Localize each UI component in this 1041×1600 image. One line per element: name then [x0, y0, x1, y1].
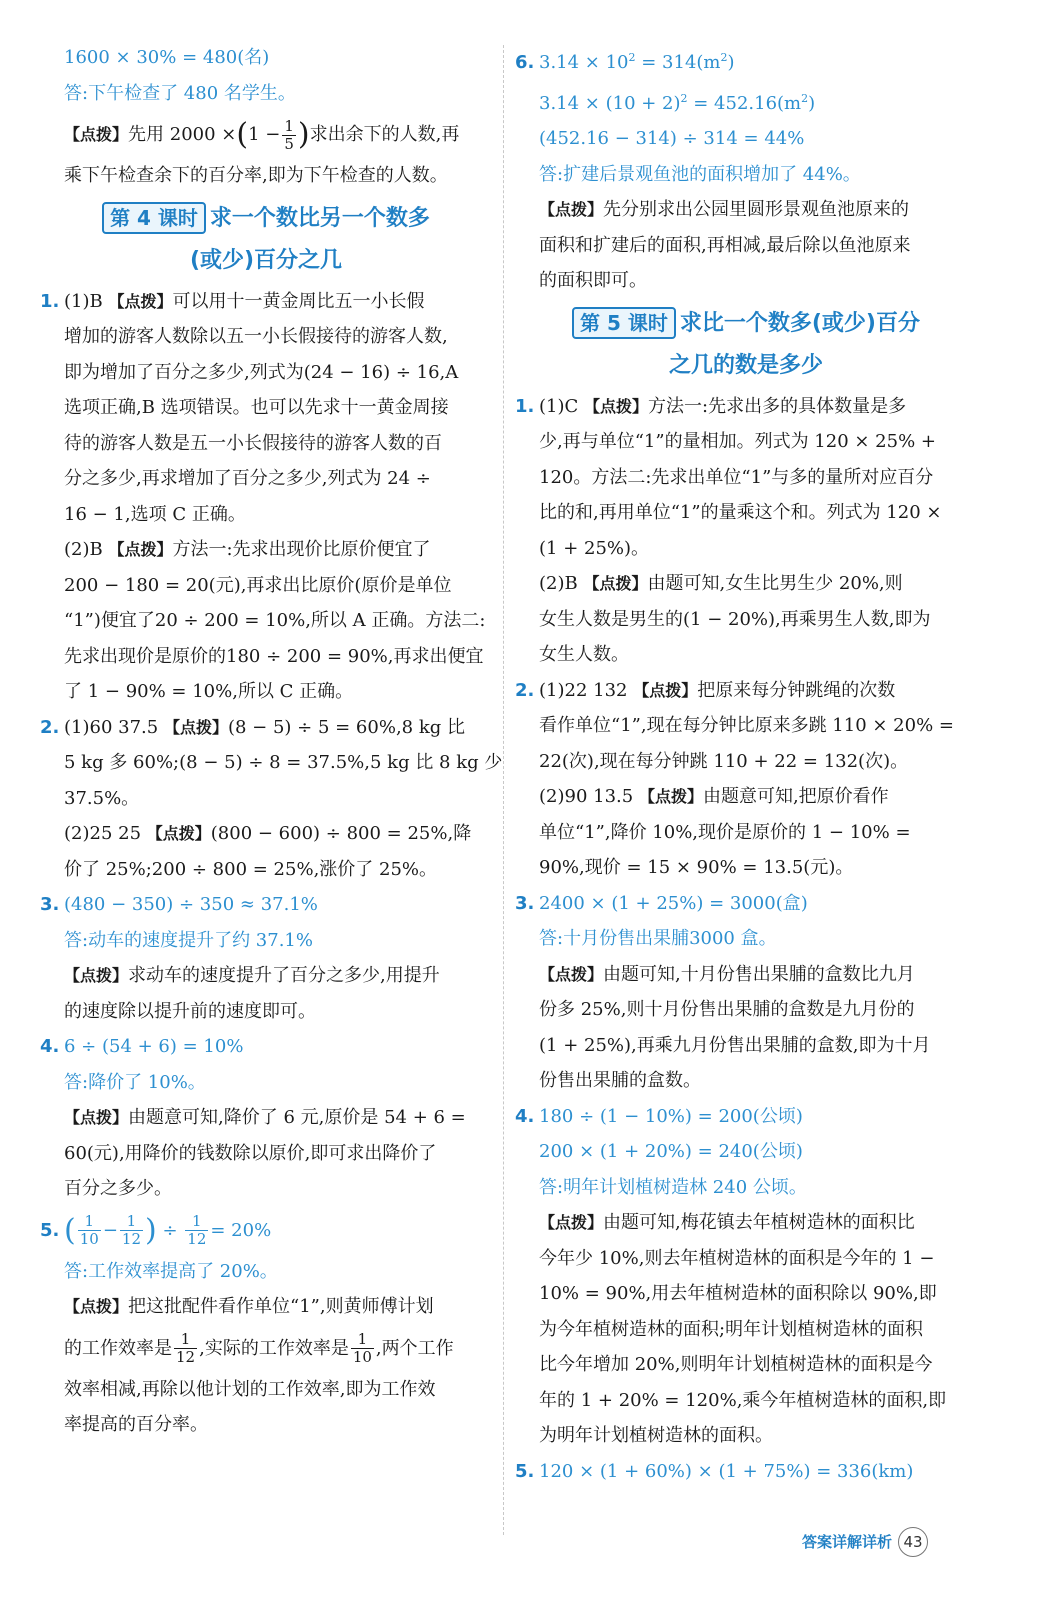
list-item — [515, 673, 977, 709]
text-line: 90%,现价 = 15 × 90% = 13.5(元)。 — [539, 857, 854, 878]
text-line: 待的游客人数是五一小长假接待的游客人数的百 — [64, 432, 442, 454]
text-line: 看作单位“1”,现在每分钟比原来多跳 110 × 20% = — [539, 715, 954, 736]
calc-line: 1600 × 30% = 480(名) — [64, 47, 270, 68]
calc-part: 3.14 × (10 + 2) — [539, 92, 681, 114]
tip-line — [40, 958, 492, 994]
calc-line: 180 ÷ (1 − 10%) = 200(公顷) — [539, 1105, 803, 1127]
text-line: 为今年植树造林的面积;明年计划植树造林的面积 — [539, 1318, 924, 1340]
paren-close: ) — [145, 1212, 157, 1248]
tip-text: 求动车的速度提升了百分之多少,用提升 — [128, 965, 440, 986]
calc-line: 120 × (1 + 60%) × (1 + 75%) = 336(km) — [539, 1460, 914, 1482]
tip-text: 方法一:先求出多的具体数量是多 — [648, 395, 907, 417]
footer-label: 答案详解详析 — [802, 1533, 893, 1551]
calc-line: 200 × (1 + 20%) = 240(公顷) — [539, 1141, 803, 1162]
right-column — [515, 40, 977, 1489]
text-line: 先求出现价是原价的180 ÷ 200 = 90%,再求出便宜 — [64, 645, 484, 667]
fraction — [282, 118, 296, 153]
list-item — [40, 284, 492, 320]
text-line: 单位“1”,降价 10%,现价是原价的 1 − 10% = — [539, 821, 911, 843]
tip-text: 可以用十一黄金周比五一小长假 — [172, 290, 425, 312]
fraction — [174, 1331, 197, 1366]
calc-part: ) — [727, 52, 735, 73]
tip-label: 【点拨】 — [163, 717, 228, 737]
tip-text: 由题意可知,把原价看作 — [702, 786, 889, 807]
tip-line — [40, 1100, 492, 1136]
tip-line — [515, 1205, 977, 1241]
text-line: 面积和扩建后的面积,再相减,最后除以鱼池原来 — [539, 234, 911, 256]
tip-label: 【点拨】 — [64, 1108, 129, 1127]
text-line: 37.5%。 — [64, 787, 140, 809]
fraction — [78, 1213, 101, 1248]
column-divider — [503, 45, 504, 1535]
fraction — [120, 1213, 143, 1248]
fraction-numerator: 1 — [78, 1213, 101, 1231]
text-line: 60(元),用降价的钱数除以原价,即可求出降价了 — [64, 1142, 437, 1164]
lesson-4-heading — [40, 198, 492, 282]
text-part: ,实际的工作效率是 — [199, 1337, 349, 1359]
tip-label: 【点拨】 — [108, 291, 173, 311]
list-item — [515, 1454, 977, 1490]
text-line: 少,再与单位“1”的量相加。列式为 120 × 25% + — [539, 431, 936, 452]
calc-result: = 20% — [210, 1219, 272, 1241]
tip-text: 把原来每分钟跳绳的次数 — [697, 679, 896, 701]
tip-label: 【点拨】 — [146, 824, 211, 843]
answer-choice: (2)90 13.5 — [539, 786, 634, 807]
fraction-denominator: 10 — [352, 1348, 372, 1366]
answer-line: 答:动车的速度提升了约 37.1% — [64, 929, 313, 951]
list-item — [40, 1029, 492, 1065]
text-line: 16 − 1,选项 C 正确。 — [64, 503, 246, 525]
lesson-title-cont: 之几的数是多少 — [668, 352, 823, 378]
text-line: 女生人数是男生的(1 − 20%),再乘男生人数,即为 — [539, 608, 931, 630]
fraction-denominator: 12 — [187, 1230, 207, 1248]
calc-line: 6 ÷ (54 + 6) = 10% — [64, 1036, 244, 1057]
item-number: 6. — [515, 52, 535, 73]
text-line: 效率相减,再除以他计划的工作效率,即为工作效 — [64, 1378, 436, 1400]
superscript: 2 — [720, 51, 728, 64]
calc-part: ) — [808, 92, 816, 114]
text-line — [40, 816, 492, 852]
list-item — [515, 389, 977, 425]
tip-label: 【点拨】 — [539, 200, 604, 219]
lesson-title: 求一个数比另一个数多 — [209, 205, 430, 231]
tip-text: 先分别求出公园里圆形景观鱼池原来的 — [603, 199, 910, 220]
list-item — [515, 40, 977, 81]
text-line: 10% = 90%,用去年植树造林的面积除以 90%,即 — [539, 1283, 937, 1304]
tip-text: 由题可知,女生比男生少 20%,则 — [647, 573, 903, 594]
text-part: ,两个工作 — [375, 1337, 454, 1359]
item-number: 2. — [40, 716, 60, 738]
text-line — [40, 532, 492, 568]
text-line: 率提高的百分率。 — [64, 1414, 208, 1435]
answer-line: 答:降价了 10%。 — [64, 1071, 206, 1093]
page-footer — [802, 1527, 928, 1557]
text-line: 22(次),现在每分钟跳 110 + 22 = 132(次)。 — [539, 750, 909, 772]
calc-line — [515, 81, 977, 122]
answer-choice: (1)C — [539, 395, 579, 417]
calc-part: = 314(m — [635, 52, 721, 73]
item-number: 4. — [40, 1036, 60, 1057]
fraction-denominator: 5 — [284, 134, 294, 153]
list-item — [40, 1207, 492, 1254]
text-line: 了 1 − 90% = 10%,所以 C 正确。 — [64, 681, 354, 702]
paren-open: ( — [236, 117, 249, 152]
tip-line — [515, 957, 977, 993]
fraction-numerator: 1 — [185, 1213, 208, 1231]
text-line: (1 + 25%)。 — [539, 537, 650, 559]
fraction — [351, 1331, 374, 1366]
tip-label: 【点拨】 — [633, 680, 698, 700]
text-line: 比的和,再用单位“1”的量乘这个和。列式为 120 × — [539, 502, 942, 523]
left-column — [40, 40, 503, 1443]
tip-text: 求出余下的人数,再 — [309, 124, 460, 145]
tip-text: 由题可知,梅花镇去年植树造林的面积比 — [603, 1212, 915, 1233]
item-number: 5. — [515, 1460, 535, 1482]
calc-part: = 452.16(m — [687, 92, 802, 114]
tip-label: 【点拨】 — [64, 125, 129, 144]
lesson-title: 求比一个数多(或少)百分 — [679, 310, 920, 336]
answer-line: 答:工作效率提高了 20%。 — [64, 1260, 278, 1282]
text-line: 分之多少,再求增加了百分之多少,列式为 24 ÷ — [64, 468, 431, 489]
text-line: 的面积即可。 — [539, 270, 647, 291]
calc-part: 3.14 × 10 — [539, 52, 629, 73]
fraction-denominator: 12 — [121, 1230, 141, 1248]
text-line — [515, 566, 977, 602]
fraction — [185, 1213, 208, 1248]
text-line: 即为增加了百分之多少,列式为(24 − 16) ÷ 16,A — [64, 361, 459, 383]
text-line: (1 + 25%),再乘九月份售出果脯的盒数,即为十月 — [539, 1034, 931, 1056]
list-item — [515, 886, 977, 922]
paren-open: ( — [64, 1212, 76, 1248]
text-line: 选项正确,B 选项错误。也可以先求十一黄金周接 — [64, 397, 449, 418]
lesson-badge: 第 4 课时 — [102, 202, 206, 234]
tip-label: 【点拨】 — [584, 396, 649, 416]
list-item — [40, 887, 492, 923]
superscript: 2 — [801, 91, 809, 105]
answer-line: 答:扩建后景观鱼池的面积增加了 44%。 — [539, 163, 861, 185]
item-number: 1. — [40, 290, 60, 312]
paren-close: ) — [297, 117, 310, 152]
item-number: 5. — [40, 1219, 60, 1241]
tip-text: (800 − 600) ÷ 800 = 25%,降 — [210, 823, 472, 844]
text-line: 年的 1 + 20% = 120%,乘今年植树造林的面积,即 — [539, 1389, 947, 1411]
text-line: 女生人数。 — [539, 644, 629, 665]
lesson-5-heading — [515, 303, 977, 387]
answer-choice: (2)B — [539, 573, 578, 594]
superscript: 2 — [680, 91, 688, 105]
page-number: 43 — [898, 1527, 928, 1557]
fraction-denominator: 10 — [79, 1230, 99, 1248]
tip-line — [40, 1289, 492, 1325]
answer-choice: (1)22 132 — [539, 679, 628, 701]
tip-label: 【点拨】 — [108, 540, 173, 559]
text-line: 份多 25%,则十月份售出果脯的盒数是九月份的 — [539, 999, 915, 1020]
text-line: “1”)便宜了20 ÷ 200 = 10%,所以 A 正确。方法二: — [64, 610, 486, 631]
tip-text: 把这批配件看作单位“1”,则黄师傅计划 — [128, 1296, 434, 1317]
tip-label: 【点拨】 — [638, 787, 703, 806]
tip-label: 【点拨】 — [64, 966, 129, 985]
fraction-denominator: 12 — [176, 1348, 196, 1366]
answer-choice: (1)60 37.5 — [64, 716, 159, 738]
list-item — [515, 1099, 977, 1135]
text-line — [40, 1325, 492, 1372]
text-line: 为明年计划植树造林的面积。 — [539, 1425, 773, 1446]
text-line: 增加的游客人数除以五一小长假接待的游客人数, — [64, 326, 448, 347]
fraction-numerator: 1 — [120, 1213, 143, 1231]
text-line: 120。方法二:先求出单位“1”与多的量所对应百分 — [539, 466, 934, 488]
text-line: 5 kg 多 60%;(8 − 5) ÷ 8 = 37.5%,5 kg 比 8 kg 少 — [64, 752, 503, 773]
text-line — [515, 779, 977, 815]
tip-label: 【点拨】 — [64, 1297, 129, 1316]
text-line: 百分之多少。 — [64, 1178, 172, 1199]
operator: − — [102, 1219, 118, 1241]
tip-line — [40, 111, 492, 158]
item-number: 4. — [515, 1105, 535, 1127]
fraction-numerator: 1 — [284, 116, 294, 135]
answer-line: 答:明年计划植树造林 240 公顷。 — [539, 1176, 807, 1198]
tip-line: 乘下午检查余下的百分率,即为下午检查的人数。 — [64, 165, 448, 186]
fraction-numerator: 1 — [351, 1331, 374, 1349]
answer-line: 答:十月份售出果脯3000 盒。 — [539, 928, 777, 949]
lesson-badge: 第 5 课时 — [572, 307, 676, 339]
item-number: 3. — [40, 894, 60, 915]
calc-line: 2400 × (1 + 25%) = 3000(盒) — [539, 892, 808, 914]
text-line: 今年少 10%,则去年植树造林的面积是今年的 1 − — [539, 1247, 935, 1269]
calc-line: (452.16 − 314) ÷ 314 = 44% — [539, 128, 805, 149]
tip-label: 【点拨】 — [539, 964, 604, 984]
text-line: 价了 25%;200 ÷ 800 = 25%,涨价了 25%。 — [64, 858, 438, 880]
tip-label: 【点拨】 — [539, 1213, 604, 1232]
operator: ÷ — [162, 1219, 178, 1241]
tip-text: 由题意可知,降价了 6 元,原价是 54 + 6 = — [128, 1107, 466, 1128]
answer-choice: (2)B — [64, 539, 103, 560]
tip-line — [515, 192, 977, 228]
calc-line: (480 − 350) ÷ 350 ≈ 37.1% — [64, 894, 318, 915]
text-line: 比今年增加 20%,则明年计划植树造林的面积是今 — [539, 1354, 933, 1375]
item-number: 3. — [515, 892, 535, 914]
text-line: 200 − 180 = 20(元),再求出比原价(原价是单位 — [64, 574, 452, 596]
fraction-numerator: 1 — [174, 1331, 197, 1349]
tip-label: 【点拨】 — [583, 574, 648, 593]
item-number: 2. — [515, 679, 535, 701]
answer-line: 答:下午检查了 480 名学生。 — [64, 82, 296, 104]
formula-part: 1 − — [248, 124, 281, 145]
lesson-title-cont: (或少)百分之几 — [189, 247, 343, 273]
text-line: 份售出果脯的盒数。 — [539, 1070, 701, 1091]
tip-text: (8 − 5) ÷ 5 = 60%,8 kg 比 — [227, 716, 465, 738]
text-line: 的速度除以提升前的速度即可。 — [64, 1000, 316, 1022]
answer-choice: (1)B — [64, 290, 103, 312]
text-part: 的工作效率是 — [64, 1337, 172, 1359]
tip-text: 先用 2000 × — [128, 124, 237, 145]
answer-choice: (2)25 25 — [64, 823, 142, 844]
tip-text: 由题可知,十月份售出果脯的盒数比九月 — [603, 963, 915, 985]
superscript: 2 — [628, 51, 636, 64]
list-item — [40, 710, 492, 746]
item-number: 1. — [515, 395, 535, 417]
tip-text: 方法一:先求出现价比原价便宜了 — [172, 539, 431, 560]
